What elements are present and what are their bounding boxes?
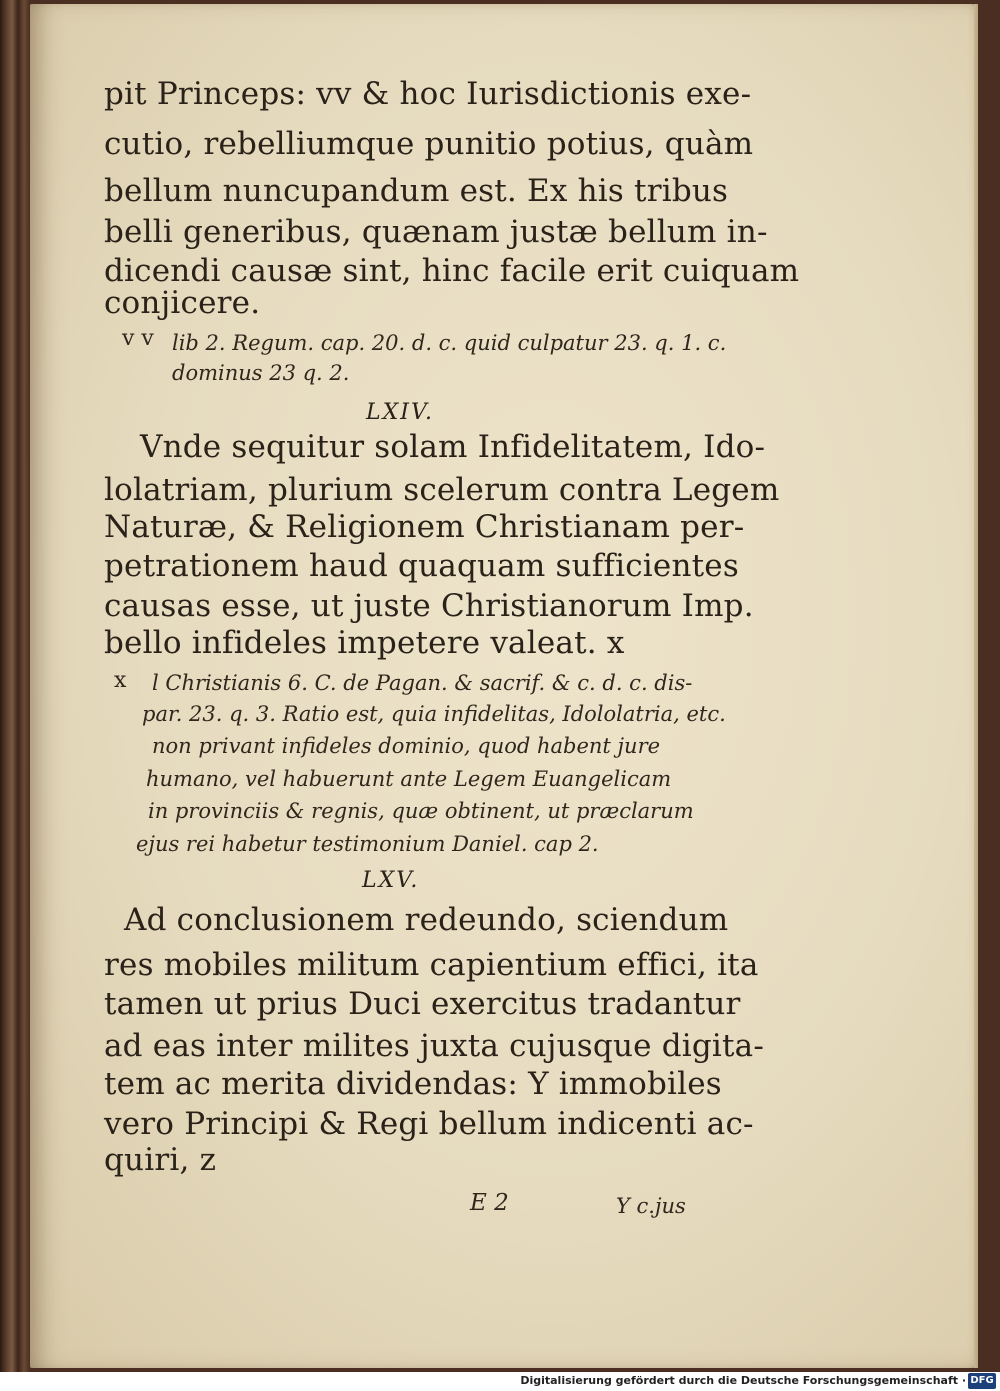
footer-bar [0,1372,1000,1391]
note-line: non privant infideles dominio, quod habent jure [152,734,661,758]
note-line: lib 2. Regum. cap. 20. d. c. quid culpatur 23. q. 1. c. [172,331,727,355]
text-line: tem ac merita dividendas: Y immobiles [104,1066,722,1102]
text-line: bellum nuncupandum est. Ex his tribus [104,173,729,209]
text-line: Ad conclusionem redeundo, sciendum [124,902,729,938]
note-marker: v v [122,326,154,351]
text-line: tamen ut prius Duci exercitus tradantur [104,986,741,1022]
catchword: Y c.jus [616,1194,686,1218]
note-line: l Christianis 6. C. de Pagan. & sacrif. & c. d. c. dis- [152,671,693,695]
text-line: belli generibus, quænam justæ bellum in- [104,214,768,250]
text-line: bello infideles impetere valeat. x [104,625,625,661]
text-line: quiri, z [104,1142,217,1178]
book-page [30,4,978,1368]
note-line: ejus rei habetur testimonium Daniel. cap 2. [136,832,599,856]
text-line: cutio, rebelliumque punitio potius, quàm [104,126,754,162]
page-edge [974,4,978,1368]
text-line: vero Principi & Regi bellum indicenti ac- [104,1106,754,1142]
note-line: humano, vel habuerunt ante Legem Euangelicam [146,767,672,791]
note-line: in provinciis & regnis, quæ obtinent, ut præclarum [148,799,694,823]
note-marker: x [114,668,127,693]
section-heading: LXV. [362,868,420,893]
note-line: dominus 23 q. 2. [172,361,350,385]
text-line: pit Princeps: vv & hoc Iurisdictionis exe- [104,76,752,112]
dfg-logo-icon: DFG [968,1373,996,1389]
text-line: petrationem haud quaquam sufficientes [104,548,739,584]
text-line: ad eas inter milites juxta cujusque digita- [104,1028,765,1064]
text-line: lolatriam, plurium scelerum contra Legem [104,472,780,508]
note-line: par. 23. q. 3. Ratio est, quia infidelitas, Idololatria, etc. [142,702,726,726]
signature-mark: E 2 [470,1190,509,1216]
text-line: Vnde sequitur solam Infidelitatem, Ido- [140,429,766,465]
footer-credit: Digitalisierung gefördert durch die Deutsche Forschungsgemeinschaft · [520,1374,966,1387]
section-heading: LXIV. [366,400,434,425]
text-line: conjicere. [104,285,261,321]
text-line: res mobiles militum capientium effici, ita [104,947,759,983]
text-line: Naturæ, & Religionem Christianam per- [104,509,745,545]
text-line: causas esse, ut juste Christianorum Imp. [104,588,754,624]
text-line: dicendi causæ sint, hinc facile erit cuiquam [104,253,800,289]
